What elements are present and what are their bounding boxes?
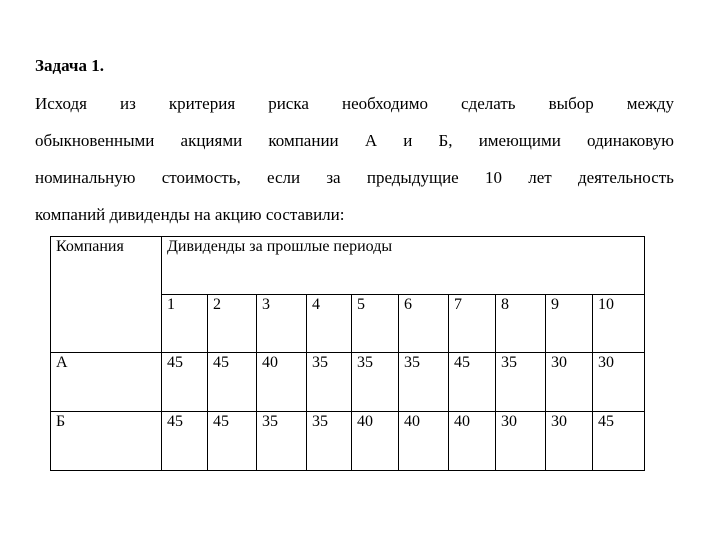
word: Б, xyxy=(438,131,453,150)
period-cell: 4 xyxy=(307,295,352,353)
dividend-cell: 45 xyxy=(449,353,496,412)
word: если xyxy=(266,168,301,187)
dividend-cell: 30 xyxy=(593,353,645,412)
company-name-cell: Б xyxy=(51,412,162,471)
dividends-header-cell: Дивиденды за прошлые периоды xyxy=(162,237,645,295)
dividend-cell: 30 xyxy=(496,412,546,471)
dividend-cell: 40 xyxy=(449,412,496,471)
word: необходимо xyxy=(341,94,428,113)
period-cell: 7 xyxy=(449,295,496,353)
dividend-cell: 45 xyxy=(593,412,645,471)
word: номинальную xyxy=(35,168,136,187)
word: выбор xyxy=(548,94,594,113)
period-cell: 3 xyxy=(257,295,307,353)
word: акциями xyxy=(180,131,243,150)
task-text-line-3 xyxy=(35,167,674,189)
dividends-table xyxy=(50,236,645,471)
dividend-cell: 45 xyxy=(162,412,208,471)
word: стоимость, xyxy=(161,168,241,187)
word: 10 xyxy=(484,168,502,187)
period-cell: 10 xyxy=(593,295,645,353)
word: А xyxy=(364,131,378,150)
word: лет xyxy=(528,168,552,187)
dividend-cell: 30 xyxy=(546,412,593,471)
word: Исходя xyxy=(35,94,87,113)
dividend-cell: 45 xyxy=(208,412,257,471)
dividend-cell: 40 xyxy=(352,412,399,471)
word: риска xyxy=(268,94,309,113)
task-heading: Задача 1. xyxy=(35,56,104,75)
word: одинаковую xyxy=(587,131,674,150)
task-text-line-1 xyxy=(35,93,674,115)
word: из xyxy=(120,94,136,113)
table-header-row xyxy=(51,237,645,295)
company-header-cell: Компания xyxy=(51,237,162,353)
dividend-cell: 35 xyxy=(257,412,307,471)
word: за xyxy=(326,168,341,187)
dividend-cell: 35 xyxy=(307,412,352,471)
dividend-cell: 30 xyxy=(546,353,593,412)
word: деятельность xyxy=(577,168,674,187)
table-row xyxy=(51,353,645,412)
period-cell: 2 xyxy=(208,295,257,353)
word: и xyxy=(403,131,413,150)
word: предыдущие xyxy=(366,168,459,187)
period-cell: 6 xyxy=(399,295,449,353)
task-text-line-4: компаний дивиденды на акцию составили: xyxy=(35,205,345,224)
dividend-cell: 35 xyxy=(307,353,352,412)
period-cell: 1 xyxy=(162,295,208,353)
period-cell: 9 xyxy=(546,295,593,353)
word: компании xyxy=(268,131,339,150)
word: между xyxy=(626,94,674,113)
dividend-cell: 45 xyxy=(208,353,257,412)
period-cell: 5 xyxy=(352,295,399,353)
dividend-cell: 35 xyxy=(399,353,449,412)
period-cell: 8 xyxy=(496,295,546,353)
dividend-cell: 35 xyxy=(352,353,399,412)
task-text-line-2 xyxy=(35,130,674,152)
word: имеющими xyxy=(478,131,561,150)
word: сделать xyxy=(461,94,516,113)
company-name-cell: А xyxy=(51,353,162,412)
table-row xyxy=(51,412,645,471)
word: обыкновенными xyxy=(35,131,155,150)
word: критерия xyxy=(168,94,236,113)
dividend-cell: 45 xyxy=(162,353,208,412)
dividend-cell: 40 xyxy=(257,353,307,412)
dividend-cell: 35 xyxy=(496,353,546,412)
dividend-cell: 40 xyxy=(399,412,449,471)
